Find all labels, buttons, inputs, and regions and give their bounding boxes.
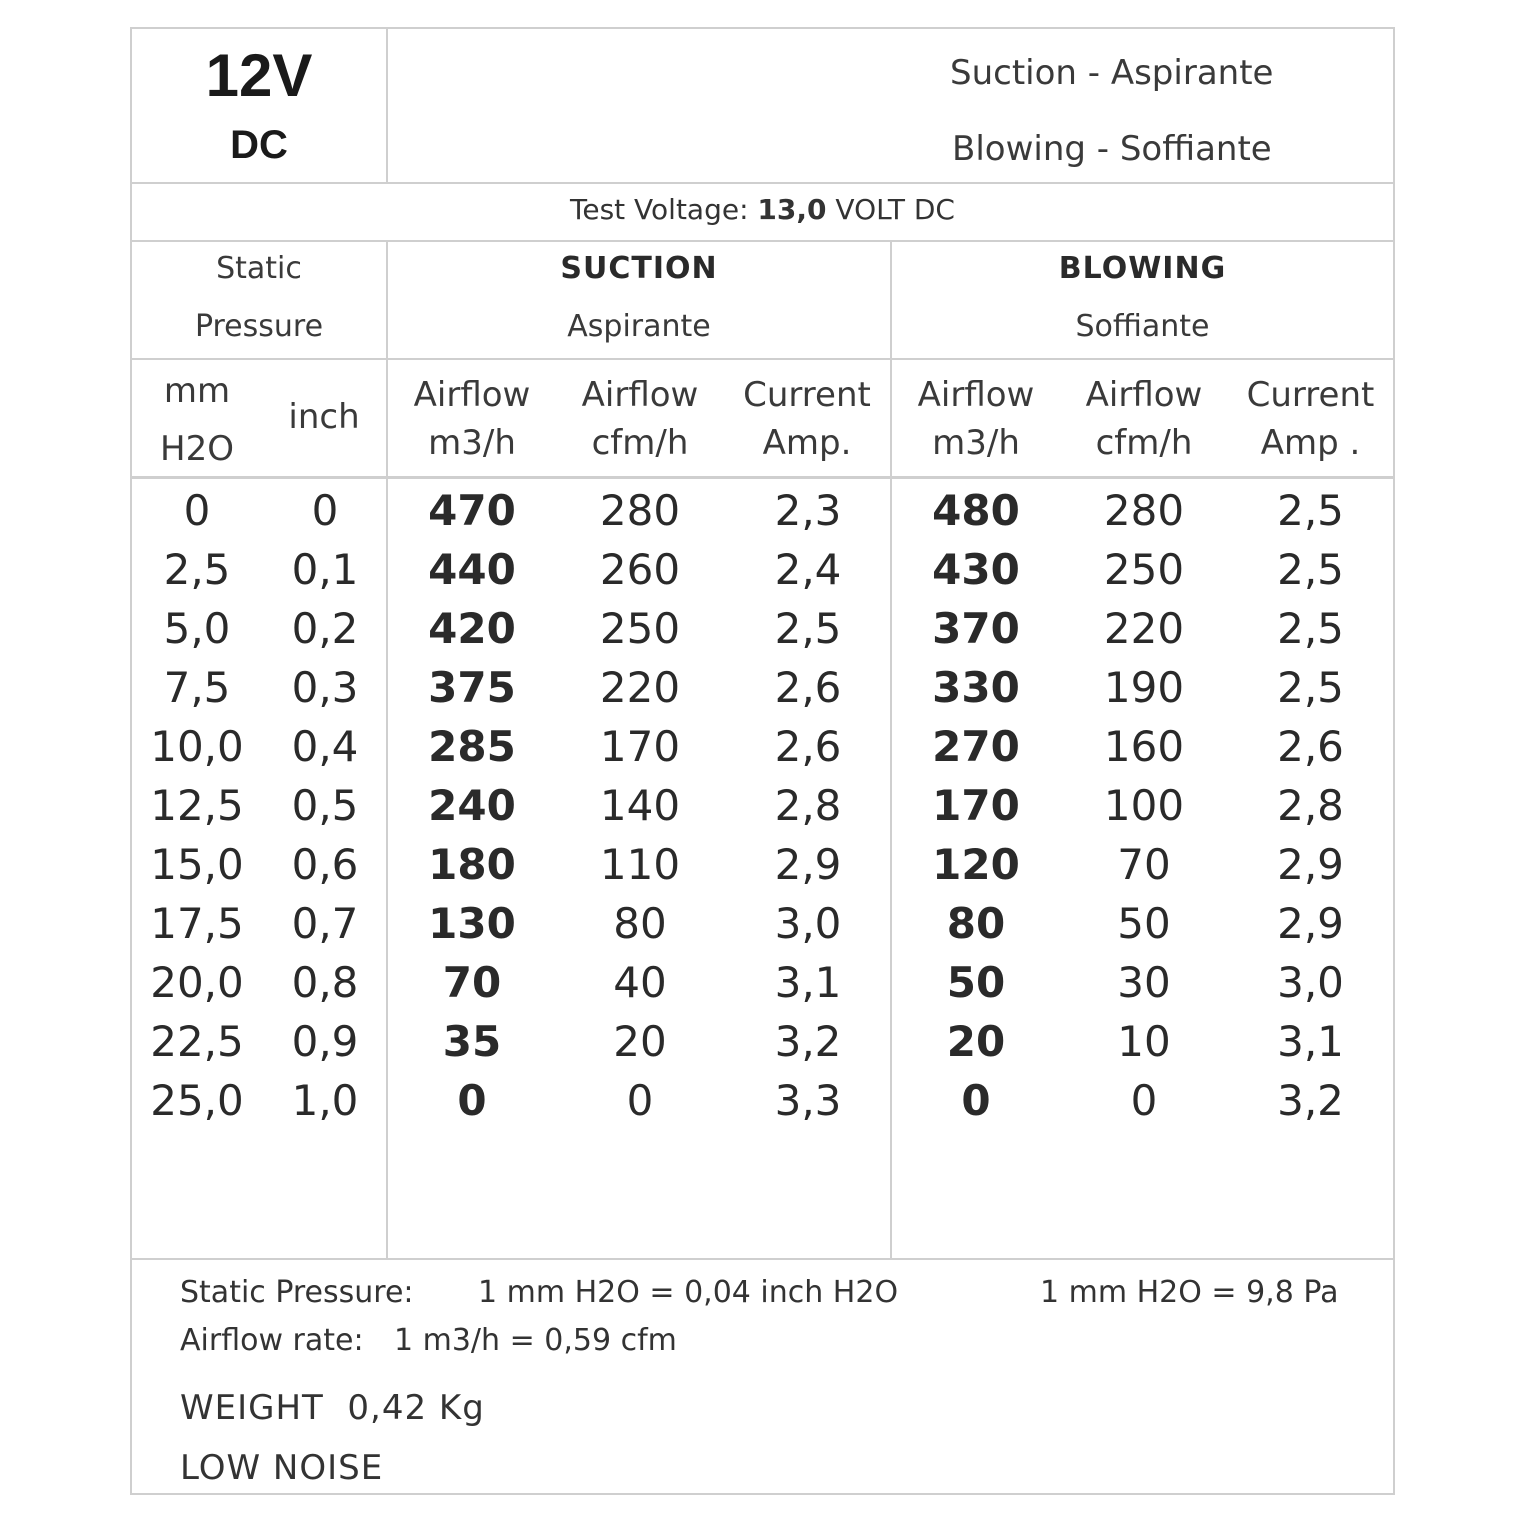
- cell-blowing-amp: 2,5: [1277, 604, 1344, 653]
- footer-weight: WEIGHT 0,42 Kg: [180, 1388, 485, 1428]
- cell-blowing-m3: 370: [932, 604, 1020, 653]
- mode-blowing-label: Blowing - Soffiante: [952, 129, 1272, 169]
- footer-airflow-label: Airflow rate:: [180, 1323, 364, 1358]
- cell-blowing-m3: 80: [946, 899, 1006, 948]
- cell-mm: 10,0: [150, 722, 244, 771]
- cell-suction-amp: 3,2: [774, 1017, 842, 1066]
- footer-pa-conversion: 1 mm H2O = 9,8 Pa: [1040, 1275, 1339, 1310]
- cell-suction-m3: 70: [442, 958, 502, 1007]
- col-header-line2: cfm/h: [1095, 423, 1193, 463]
- col-header-line2: cfm/h: [591, 423, 689, 463]
- test-voltage-value: 13,0: [757, 193, 827, 226]
- col-header-mm-line2: H2O: [160, 429, 234, 469]
- cell-blowing-cfm: 30: [1117, 958, 1171, 1007]
- col-header-mm: [132, 367, 262, 473]
- cell-suction-cfm: 40: [613, 958, 667, 1007]
- cell-inch: 0,8: [291, 958, 359, 1007]
- cell-suction-amp: 3,1: [774, 958, 842, 1007]
- cell-inch: 0,4: [291, 722, 359, 771]
- table-row: [132, 835, 1393, 894]
- col-header-blowing-airflow-cfm: [1060, 371, 1228, 467]
- fan-spec-sheet: [130, 27, 1395, 1495]
- divider-groups: [132, 358, 1393, 360]
- cell-blowing-m3: 120: [932, 840, 1020, 889]
- cell-blowing-amp: 3,2: [1277, 1076, 1344, 1125]
- group-blowing-title: BLOWING: [1058, 251, 1227, 286]
- cell-blowing-amp: 3,1: [1277, 1017, 1344, 1066]
- cell-mm: 20,0: [150, 958, 244, 1007]
- cell-suction-amp: 2,9: [774, 840, 842, 889]
- cell-blowing-amp: 2,9: [1277, 840, 1344, 889]
- col-header-line1: Airflow: [413, 375, 531, 415]
- cell-suction-m3: 35: [442, 1017, 502, 1066]
- table-row: [132, 1071, 1393, 1130]
- test-voltage: [132, 193, 1393, 226]
- col-header-line1: Current: [743, 375, 871, 415]
- current-type: DC: [230, 123, 288, 167]
- cell-suction-m3: 240: [428, 781, 516, 830]
- table-row: [132, 776, 1393, 835]
- cell-suction-cfm: 250: [599, 604, 681, 653]
- cell-suction-m3: 0: [457, 1076, 487, 1125]
- col-header-suction-airflow-m3: [388, 371, 556, 467]
- cell-mm: 15,0: [150, 840, 244, 889]
- col-header-suction-airflow-cfm: [556, 371, 724, 467]
- col-header-line2: Amp .: [1260, 423, 1361, 463]
- cell-blowing-m3: 0: [961, 1076, 991, 1125]
- cell-suction-m3: 130: [428, 899, 516, 948]
- cell-blowing-m3: 330: [932, 663, 1020, 712]
- cell-blowing-amp: 2,5: [1277, 663, 1344, 712]
- cell-blowing-cfm: 160: [1103, 722, 1185, 771]
- cell-suction-amp: 3,0: [774, 899, 842, 948]
- cell-suction-amp: 2,3: [774, 486, 842, 535]
- cell-blowing-amp: 2,8: [1277, 781, 1344, 830]
- group-static-line2: Pressure: [194, 309, 324, 344]
- cell-mm: 7,5: [163, 663, 231, 712]
- cell-blowing-m3: 270: [932, 722, 1020, 771]
- cell-mm: 5,0: [163, 604, 231, 653]
- group-suction-subtitle: Aspirante: [567, 309, 711, 344]
- cell-suction-m3: 470: [428, 486, 516, 535]
- cell-blowing-cfm: 0: [1130, 1076, 1158, 1125]
- cell-suction-cfm: 0: [626, 1076, 654, 1125]
- cell-suction-amp: 2,5: [774, 604, 842, 653]
- voltage-title: 12V: [205, 42, 313, 109]
- table-row: [132, 894, 1393, 953]
- col-header-inch: inch: [288, 397, 360, 437]
- cell-blowing-amp: 2,5: [1277, 486, 1344, 535]
- cell-inch: 0,1: [291, 545, 359, 594]
- cell-inch: 0,2: [291, 604, 359, 653]
- col-header-blowing-current: [1228, 371, 1393, 467]
- col-header-line1: Airflow: [1085, 375, 1203, 415]
- cell-mm: 0: [183, 486, 211, 535]
- cell-suction-cfm: 80: [613, 899, 667, 948]
- data-rows: [132, 481, 1393, 1130]
- cell-suction-cfm: 260: [599, 545, 681, 594]
- cell-blowing-m3: 480: [932, 486, 1020, 535]
- col-header-line1: Airflow: [581, 375, 699, 415]
- cell-blowing-m3: 50: [946, 958, 1006, 1007]
- cell-blowing-amp: 2,5: [1277, 545, 1344, 594]
- cell-suction-cfm: 280: [599, 486, 681, 535]
- cell-suction-amp: 2,6: [774, 722, 842, 771]
- col-header-line1: Airflow: [917, 375, 1035, 415]
- cell-blowing-cfm: 190: [1103, 663, 1185, 712]
- cell-mm: 22,5: [150, 1017, 244, 1066]
- cell-suction-cfm: 170: [599, 722, 681, 771]
- group-static-line1: Static: [216, 251, 302, 286]
- cell-blowing-amp: 2,6: [1277, 722, 1344, 771]
- footer-static-label: Static Pressure:: [180, 1275, 414, 1310]
- col-header-suction-current: [724, 371, 890, 467]
- test-voltage-unit: VOLT DC: [835, 193, 955, 226]
- footer-noise: LOW NOISE: [180, 1448, 384, 1488]
- cell-inch: 0,7: [291, 899, 359, 948]
- footer-airflow-conversion: 1 m3/h = 0,59 cfm: [394, 1323, 677, 1358]
- cell-blowing-cfm: 10: [1117, 1017, 1171, 1066]
- cell-blowing-cfm: 220: [1103, 604, 1185, 653]
- divider-header: [132, 182, 1393, 184]
- cell-blowing-m3: 170: [932, 781, 1020, 830]
- cell-blowing-amp: 2,9: [1277, 899, 1344, 948]
- cell-suction-amp: 3,3: [774, 1076, 842, 1125]
- cell-inch: 0,3: [291, 663, 359, 712]
- cell-blowing-cfm: 250: [1103, 545, 1185, 594]
- cell-blowing-cfm: 50: [1117, 899, 1171, 948]
- col-header-line2: Amp.: [762, 423, 852, 463]
- cell-inch: 0,6: [291, 840, 359, 889]
- table-row: [132, 481, 1393, 540]
- cell-blowing-cfm: 280: [1103, 486, 1185, 535]
- cell-blowing-amp: 3,0: [1277, 958, 1344, 1007]
- cell-inch: 1,0: [291, 1076, 359, 1125]
- col-header-mm-line1: mm: [163, 371, 231, 411]
- col-header-line2: m3/h: [428, 423, 516, 463]
- mode-suction-label: Suction - Aspirante: [950, 53, 1274, 93]
- divider-column-headers: [132, 476, 1393, 479]
- table-row: [132, 599, 1393, 658]
- cell-suction-cfm: 110: [599, 840, 681, 889]
- footer-static-conversion: 1 mm H2O = 0,04 inch H2O: [478, 1275, 899, 1310]
- cell-suction-m3: 440: [428, 545, 516, 594]
- cell-suction-cfm: 20: [613, 1017, 667, 1066]
- cell-suction-amp: 2,6: [774, 663, 842, 712]
- cell-mm: 2,5: [163, 545, 231, 594]
- divider-v-header: [386, 29, 388, 182]
- cell-inch: 0,5: [291, 781, 359, 830]
- cell-mm: 12,5: [150, 781, 244, 830]
- group-suction-title: SUCTION: [560, 251, 718, 286]
- divider-test-voltage: [132, 240, 1393, 242]
- table-row: [132, 953, 1393, 1012]
- table-row: [132, 1012, 1393, 1071]
- cell-suction-cfm: 220: [599, 663, 681, 712]
- cell-blowing-m3: 20: [946, 1017, 1006, 1066]
- col-header-line1: Current: [1246, 375, 1375, 415]
- cell-mm: 17,5: [150, 899, 244, 948]
- cell-blowing-cfm: 100: [1103, 781, 1185, 830]
- cell-mm: 25,0: [150, 1076, 244, 1125]
- cell-suction-m3: 180: [428, 840, 516, 889]
- cell-suction-amp: 2,8: [774, 781, 842, 830]
- cell-blowing-m3: 430: [932, 545, 1020, 594]
- divider-footer: [132, 1258, 1393, 1260]
- table-row: [132, 717, 1393, 776]
- col-header-line2: m3/h: [932, 423, 1020, 463]
- cell-suction-m3: 285: [428, 722, 516, 771]
- group-blowing-subtitle: Soffiante: [1075, 309, 1210, 344]
- table-row: [132, 658, 1393, 717]
- table-row: [132, 540, 1393, 599]
- cell-suction-m3: 420: [428, 604, 516, 653]
- col-header-blowing-airflow-m3: [892, 371, 1060, 467]
- cell-suction-amp: 2,4: [774, 545, 842, 594]
- cell-suction-cfm: 140: [599, 781, 681, 830]
- cell-blowing-cfm: 70: [1117, 840, 1171, 889]
- cell-inch: 0,9: [291, 1017, 359, 1066]
- test-voltage-label: Test Voltage:: [570, 193, 749, 226]
- cell-suction-m3: 375: [428, 663, 516, 712]
- cell-inch: 0: [311, 486, 339, 535]
